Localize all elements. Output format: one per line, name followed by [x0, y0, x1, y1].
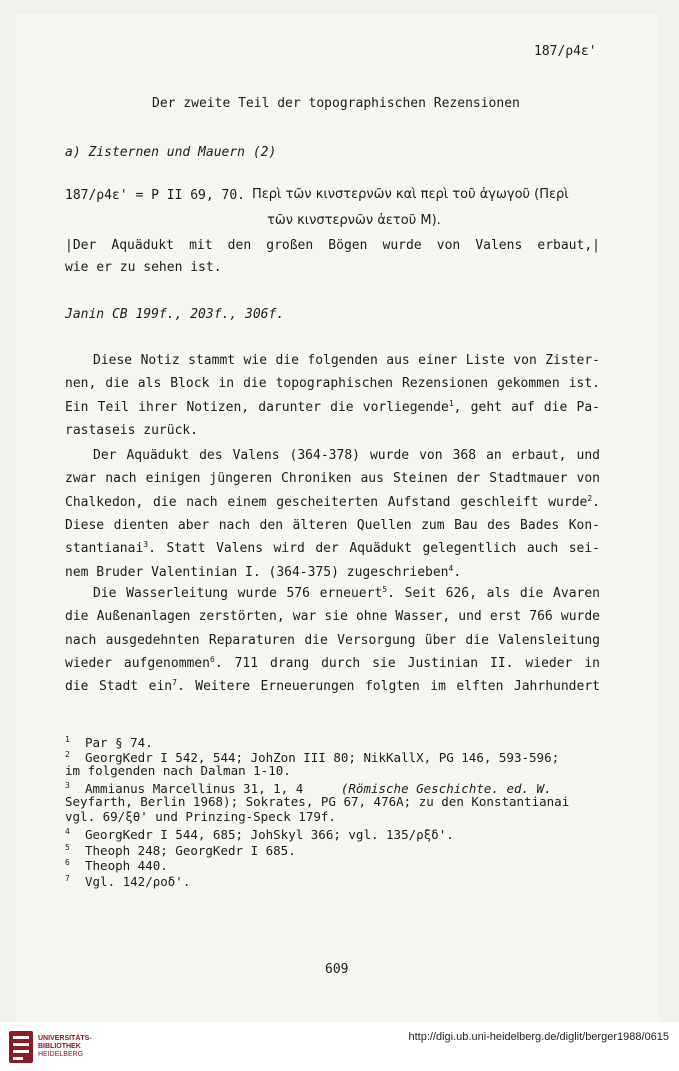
footnote-marker[interactable]: 5: [382, 585, 388, 594]
entry-reference: 187/ρ4ε' = P II 69, 70.: [65, 188, 246, 203]
footnote-number: 7: [65, 873, 70, 883]
library-name: UNIVERSITÄTS- BIBLIOTHEK HEIDELBERG: [38, 1035, 92, 1058]
translation-line-2: wie er zu sehen ist.: [65, 260, 222, 275]
footnote-line: 2 GeorgKedr I 542, 544; JohZon III 80; NikKallX, PG 146, 593-596;: [65, 747, 600, 765]
footnote-line: 3 Ammianus Marcellinus 31, 1, 4 (Römische Geschichte. ed. W.: [65, 778, 600, 796]
footnote-marker[interactable]: 2: [587, 493, 593, 503]
body-line: stantianai$^3$. Statt Valens wird der Aquädukt gelegentlich auch sei-: [65, 540, 600, 557]
body-line: die Stadt ein$^7$. Weitere Erneuerungen folgten im elften Jahrhundert: [65, 678, 600, 695]
footnote-number: 5: [65, 842, 70, 852]
footnote-number: 1: [65, 735, 70, 744]
footnote-line: 4 GeorgKedr I 544, 685; JohSkyl 366; vgl. 135/ρξδ'.: [65, 824, 600, 842]
footnote-number: 4: [65, 827, 70, 837]
section-heading: Der zweite Teil der topographischen Rezensionen: [152, 96, 520, 111]
body-line: nem Bruder Valentinian I. (364-375) zugeschrieben$^4$.: [65, 563, 462, 580]
body-line: Die Wasserleitung wurde 576 erneuert$^5$. Seit 626, als die Avaren: [93, 585, 600, 601]
footnote-line: vgl. 69/ξθ' und Prinzing-Speck 179f.: [65, 809, 336, 824]
page-reference: 187/ρ4ε': [534, 44, 597, 59]
footnote-number: 6: [65, 858, 70, 868]
footnote-line: 1 Par § 74.: [65, 732, 600, 750]
footnote-marker[interactable]: 4: [448, 563, 454, 573]
footnote-marker[interactable]: 7: [172, 678, 177, 688]
permalink-url[interactable]: http://digi.ub.uni-heidelberg.de/diglit/berger1988/0615: [408, 1031, 669, 1043]
subsection-heading: a) Zisternen und Mauern (2): [65, 145, 277, 160]
page-number: 609: [325, 962, 349, 977]
entry-greek-line-2: τῶν κινστερνῶν ἀετοῦ Μ).: [267, 213, 441, 228]
body-line: nen, die als Block in die topographischen Rezensionen gekommen ist.: [65, 376, 600, 392]
footnote-line: 7 Vgl. 142/ροδ'.: [65, 871, 600, 889]
body-line: nach ausgedehnten Reparaturen die Versorgung über die Valensleitung: [65, 632, 600, 648]
body-line: rastaseis zurück.: [65, 422, 199, 438]
footer-bar: [0, 1022, 679, 1071]
entry-greek-line-1: Περὶ τῶν κινστερνῶν καὶ περὶ τοῦ ἀγωγοῦ (Περὶ: [252, 187, 569, 202]
footnote-line: im folgenden nach Dalman 1-10.: [65, 762, 291, 778]
body-line: Diese dienten aber nach den älteren Quellen zum Bau des Bades Kon-: [65, 517, 600, 533]
footnote-number: 3: [65, 781, 70, 791]
footnote-line: 5 Theoph 248; GeorgKedr I 685.: [65, 840, 600, 858]
body-line: Ein Teil ihrer Notizen, darunter die vorliegende$^1$, geht auf die Pa-: [65, 398, 600, 415]
body-line: wieder aufgenommen$^6$. 711 drang durch sie Justinian II. wieder in: [65, 654, 600, 671]
body-line: Diese Notiz stammt wie die folgenden aus einer Liste von Zister-: [93, 353, 600, 368]
body-line: Der Aquädukt des Valens (364-378) wurde von 368 an erbaut, und: [93, 448, 600, 463]
footnote-line: 6 Theoph 440.: [65, 855, 600, 873]
body-line: Chalkedon, die nach einem gescheiterten Aufstand geschleift wurde$^2$.: [65, 493, 600, 510]
footnote-marker[interactable]: 6: [210, 654, 215, 664]
body-line: zwar nach einigen jüngeren Chroniken aus Steinen der Stadtmauer von: [65, 471, 600, 487]
footnote-marker[interactable]: 1: [448, 398, 454, 408]
footnote-number: 2: [65, 750, 70, 760]
literature-reference: Janin CB 199f., 203f., 306f.: [65, 307, 285, 322]
library-logo-icon: [8, 1030, 34, 1064]
translation-line-1: |Der Aquädukt mit den großen Bögen wurde von Valens erbaut,|: [65, 238, 600, 253]
footnote-line: Seyfarth, Berlin 1968); Sokrates, PG 67, 476A; zu den Konstantianai: [65, 793, 570, 809]
body-line: die Außenanlagen zerstörten, war sie ohne Wasser, und erst 766 wurde: [65, 609, 600, 625]
footnote-marker[interactable]: 3: [143, 540, 149, 550]
